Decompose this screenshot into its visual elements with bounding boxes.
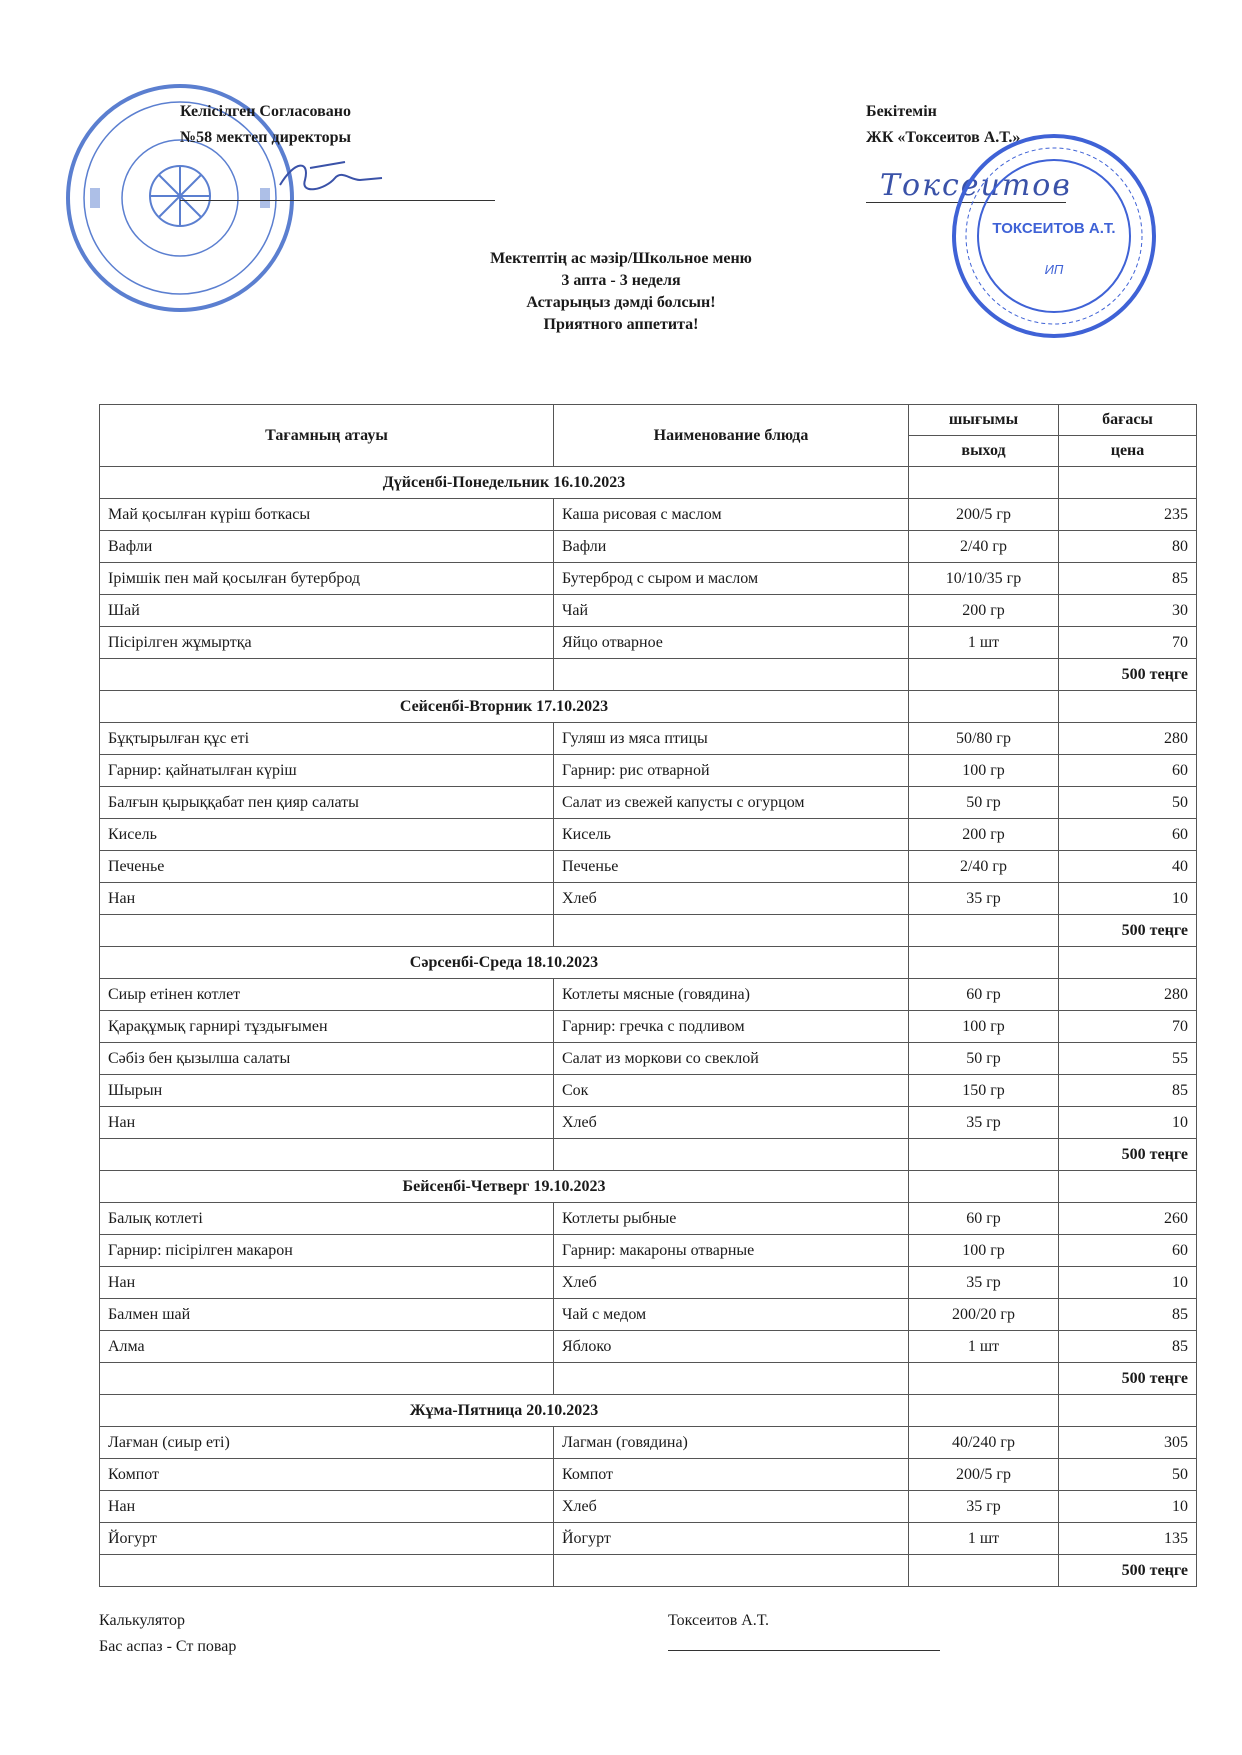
approval-left-title: Келісілген Согласовано	[180, 103, 351, 120]
table-header-row	[100, 405, 1197, 436]
day-total: 500 теңге	[1059, 915, 1197, 947]
table-row	[100, 595, 1197, 627]
footer-calculator-label: Калькулятор	[99, 1612, 185, 1629]
day-title: Дүйсенбі-Понедельник 16.10.2023	[100, 467, 909, 499]
table-row	[100, 1011, 1197, 1043]
table-row	[100, 1491, 1197, 1523]
day-header-row	[100, 467, 1197, 499]
empty-cell	[909, 1171, 1059, 1203]
dish-output: 2/40 гр	[909, 531, 1059, 563]
footer-right-name: Токсеитов А.Т.	[668, 1612, 769, 1629]
table-row	[100, 1427, 1197, 1459]
dish-name-ru: Лагман (говядина)	[554, 1427, 909, 1459]
table-row	[100, 819, 1197, 851]
dish-name-kz: Балмен шай	[100, 1299, 554, 1331]
empty-cell	[909, 947, 1059, 979]
dish-name-kz: Лағман (сиыр еті)	[100, 1427, 554, 1459]
dish-output: 50 гр	[909, 1043, 1059, 1075]
dish-name-kz: Ірімшік пен май қосылған бутерброд	[100, 563, 554, 595]
dish-name-kz: Сиыр етінен котлет	[100, 979, 554, 1011]
table-row	[100, 1267, 1197, 1299]
empty-cell	[100, 1555, 554, 1587]
dish-output: 50 гр	[909, 787, 1059, 819]
dish-name-kz: Алма	[100, 1331, 554, 1363]
col-header-price-kz: бағасы	[1059, 405, 1197, 436]
dish-name-ru: Салат из свежей капусты с огурцом	[554, 787, 909, 819]
dish-name-ru: Яйцо отварное	[554, 627, 909, 659]
dish-name-kz: Нан	[100, 1107, 554, 1139]
dish-name-ru: Хлеб	[554, 1491, 909, 1523]
dish-price: 70	[1059, 627, 1197, 659]
dish-price: 10	[1059, 1267, 1197, 1299]
dish-name-kz: Йогурт	[100, 1523, 554, 1555]
dish-name-kz: Бұқтырылған құс еті	[100, 723, 554, 755]
day-total-row	[100, 1139, 1197, 1171]
dish-price: 80	[1059, 531, 1197, 563]
dish-output: 35 гр	[909, 1491, 1059, 1523]
table-row	[100, 1203, 1197, 1235]
table-row	[100, 787, 1197, 819]
dish-name-ru: Хлеб	[554, 883, 909, 915]
dish-price: 60	[1059, 819, 1197, 851]
dish-name-ru: Котлеты рыбные	[554, 1203, 909, 1235]
empty-cell	[100, 915, 554, 947]
table-row	[100, 563, 1197, 595]
dish-name-ru: Чай с медом	[554, 1299, 909, 1331]
dish-output: 200/5 гр	[909, 1459, 1059, 1491]
table-row	[100, 979, 1197, 1011]
right-signature: Токсеитов	[880, 168, 1072, 203]
dish-name-ru: Хлеб	[554, 1107, 909, 1139]
empty-cell	[1059, 691, 1197, 723]
dish-output: 200 гр	[909, 595, 1059, 627]
dish-output: 2/40 гр	[909, 851, 1059, 883]
dish-name-kz: Вафли	[100, 531, 554, 563]
table-row	[100, 755, 1197, 787]
empty-cell	[1059, 1171, 1197, 1203]
dish-name-kz: Компот	[100, 1459, 554, 1491]
dish-output: 35 гр	[909, 883, 1059, 915]
menu-title-block	[0, 248, 1242, 336]
dish-price: 60	[1059, 1235, 1197, 1267]
dish-name-ru: Котлеты мясные (говядина)	[554, 979, 909, 1011]
day-total: 500 теңге	[1059, 1139, 1197, 1171]
col-header-kz: Тағамның атауы	[100, 405, 554, 467]
table-row	[100, 627, 1197, 659]
table-row	[100, 531, 1197, 563]
dish-price: 60	[1059, 755, 1197, 787]
dish-output: 100 гр	[909, 1235, 1059, 1267]
footer-left	[99, 1608, 236, 1660]
dish-output: 10/10/35 гр	[909, 563, 1059, 595]
dish-name-ru: Гарнир: гречка с подливом	[554, 1011, 909, 1043]
dish-price: 40	[1059, 851, 1197, 883]
dish-name-kz: Балық котлеті	[100, 1203, 554, 1235]
dish-output: 50/80 гр	[909, 723, 1059, 755]
empty-cell	[1059, 947, 1197, 979]
director-signature-mark	[270, 150, 390, 210]
table-row	[100, 499, 1197, 531]
dish-price: 235	[1059, 499, 1197, 531]
dish-name-kz: Гарнир: қайнатылған күріш	[100, 755, 554, 787]
dish-name-kz: Сәбіз бен қызылша салаты	[100, 1043, 554, 1075]
dish-price: 280	[1059, 723, 1197, 755]
day-title: Бейсенбі-Четверг 19.10.2023	[100, 1171, 909, 1203]
dish-output: 200/5 гр	[909, 499, 1059, 531]
col-header-price-ru: цена	[1059, 436, 1197, 467]
empty-cell	[554, 1363, 909, 1395]
table-row	[100, 851, 1197, 883]
dish-price: 70	[1059, 1011, 1197, 1043]
dish-name-kz: Печенье	[100, 851, 554, 883]
dish-name-ru: Гуляш из мяса птицы	[554, 723, 909, 755]
dish-price: 85	[1059, 1331, 1197, 1363]
dish-name-kz: Шырын	[100, 1075, 554, 1107]
empty-cell	[909, 659, 1059, 691]
dish-name-ru: Кисель	[554, 819, 909, 851]
dish-name-ru: Печенье	[554, 851, 909, 883]
dish-output: 40/240 гр	[909, 1427, 1059, 1459]
dish-name-ru: Чай	[554, 595, 909, 627]
empty-cell	[909, 467, 1059, 499]
empty-cell	[1059, 1395, 1197, 1427]
day-total: 500 теңге	[1059, 659, 1197, 691]
dish-price: 260	[1059, 1203, 1197, 1235]
day-total: 500 теңге	[1059, 1363, 1197, 1395]
dish-name-ru: Яблоко	[554, 1331, 909, 1363]
approval-left-position: №58 мектеп директоры	[180, 129, 352, 146]
menu-wish-ru: Приятного аппетита!	[543, 316, 699, 333]
dish-name-kz: Нан	[100, 883, 554, 915]
empty-cell	[909, 691, 1059, 723]
day-total-row	[100, 659, 1197, 691]
col-header-output-ru: выход	[909, 436, 1059, 467]
col-header-output-kz: шығымы	[909, 405, 1059, 436]
empty-cell	[909, 1395, 1059, 1427]
dish-price: 50	[1059, 1459, 1197, 1491]
empty-cell	[554, 1555, 909, 1587]
dish-output: 60 гр	[909, 1203, 1059, 1235]
empty-cell	[100, 1363, 554, 1395]
empty-cell	[100, 1139, 554, 1171]
dish-name-kz: Қарақұмық гарнирі тұздығымен	[100, 1011, 554, 1043]
dish-price: 30	[1059, 595, 1197, 627]
empty-cell	[554, 1139, 909, 1171]
dish-output: 100 гр	[909, 1011, 1059, 1043]
dish-price: 85	[1059, 563, 1197, 595]
table-row	[100, 723, 1197, 755]
day-title: Жұма-Пятница 20.10.2023	[100, 1395, 909, 1427]
table-row	[100, 1299, 1197, 1331]
day-header-row	[100, 691, 1197, 723]
empty-cell	[554, 915, 909, 947]
dish-price: 305	[1059, 1427, 1197, 1459]
dish-output: 200/20 гр	[909, 1299, 1059, 1331]
table-row	[100, 1043, 1197, 1075]
table-row	[100, 1107, 1197, 1139]
day-header-row	[100, 1171, 1197, 1203]
day-header-row	[100, 947, 1197, 979]
day-total-row	[100, 1363, 1197, 1395]
ip-stamp-sub: ИП	[1044, 262, 1064, 277]
dish-output: 200 гр	[909, 819, 1059, 851]
dish-output: 35 гр	[909, 1107, 1059, 1139]
day-title: Сәрсенбі-Среда 18.10.2023	[100, 947, 909, 979]
dish-name-kz: Пісірілген жұмыртқа	[100, 627, 554, 659]
menu-week: 3 апта - 3 неделя	[561, 272, 681, 289]
col-header-ru: Наименование блюда	[554, 405, 909, 467]
dish-name-kz: Шай	[100, 595, 554, 627]
table-row	[100, 1331, 1197, 1363]
menu-table	[99, 404, 1197, 1587]
dish-output: 1 шт	[909, 1331, 1059, 1363]
day-total: 500 теңге	[1059, 1555, 1197, 1587]
empty-cell	[909, 1555, 1059, 1587]
dish-name-kz: Балғын қырыққабат пен қияр салаты	[100, 787, 554, 819]
left-signature-line	[180, 200, 495, 201]
dish-name-kz: Май қосылған күріш боткасы	[100, 499, 554, 531]
dish-name-kz: Гарнир: пісірілген макарон	[100, 1235, 554, 1267]
dish-output: 150 гр	[909, 1075, 1059, 1107]
dish-price: 50	[1059, 787, 1197, 819]
empty-cell	[100, 659, 554, 691]
dish-name-ru: Вафли	[554, 531, 909, 563]
table-row	[100, 1235, 1197, 1267]
footer-chef-label: Бас аспаз - Ст повар	[99, 1638, 237, 1655]
dish-price: 135	[1059, 1523, 1197, 1555]
empty-cell	[909, 915, 1059, 947]
dish-name-ru: Салат из моркови со свеклой	[554, 1043, 909, 1075]
empty-cell	[554, 659, 909, 691]
dish-price: 10	[1059, 1107, 1197, 1139]
empty-cell	[909, 1139, 1059, 1171]
dish-name-ru: Хлеб	[554, 1267, 909, 1299]
empty-cell	[909, 1363, 1059, 1395]
approval-right-title: Бекітемін	[866, 103, 937, 120]
dish-name-ru: Бутерброд с сыром и маслом	[554, 563, 909, 595]
dish-name-kz: Кисель	[100, 819, 554, 851]
approval-right-position: ЖК «Токсеитов А.Т.»	[866, 129, 1021, 146]
day-header-row	[100, 1395, 1197, 1427]
dish-price: 85	[1059, 1299, 1197, 1331]
dish-price: 10	[1059, 1491, 1197, 1523]
dish-name-ru: Гарнир: рис отварной	[554, 755, 909, 787]
dish-output: 60 гр	[909, 979, 1059, 1011]
footer-signature-line	[668, 1650, 940, 1651]
dish-name-ru: Каша рисовая с маслом	[554, 499, 909, 531]
dish-name-ru: Компот	[554, 1459, 909, 1491]
day-title: Сейсенбі-Вторник 17.10.2023	[100, 691, 909, 723]
table-row	[100, 1459, 1197, 1491]
table-row	[100, 883, 1197, 915]
dish-price: 85	[1059, 1075, 1197, 1107]
dish-price: 10	[1059, 883, 1197, 915]
dish-price: 280	[1059, 979, 1197, 1011]
menu-wish-kz: Астарыңыз дәмді болсын!	[526, 294, 716, 311]
dish-output: 1 шт	[909, 627, 1059, 659]
dish-name-ru: Йогурт	[554, 1523, 909, 1555]
dish-output: 100 гр	[909, 755, 1059, 787]
dish-name-kz: Нан	[100, 1267, 554, 1299]
empty-cell	[1059, 467, 1197, 499]
dish-output: 1 шт	[909, 1523, 1059, 1555]
dish-name-ru: Гарнир: макароны отварные	[554, 1235, 909, 1267]
day-total-row	[100, 1555, 1197, 1587]
table-row	[100, 1523, 1197, 1555]
menu-title: Мектептің ас мәзір/Школьное меню	[490, 250, 752, 267]
dish-price: 55	[1059, 1043, 1197, 1075]
ip-stamp-name: ТОКСЕИТОВ А.Т.	[992, 220, 1116, 237]
day-total-row	[100, 915, 1197, 947]
dish-name-kz: Нан	[100, 1491, 554, 1523]
dish-output: 35 гр	[909, 1267, 1059, 1299]
table-row	[100, 1075, 1197, 1107]
dish-name-ru: Сок	[554, 1075, 909, 1107]
